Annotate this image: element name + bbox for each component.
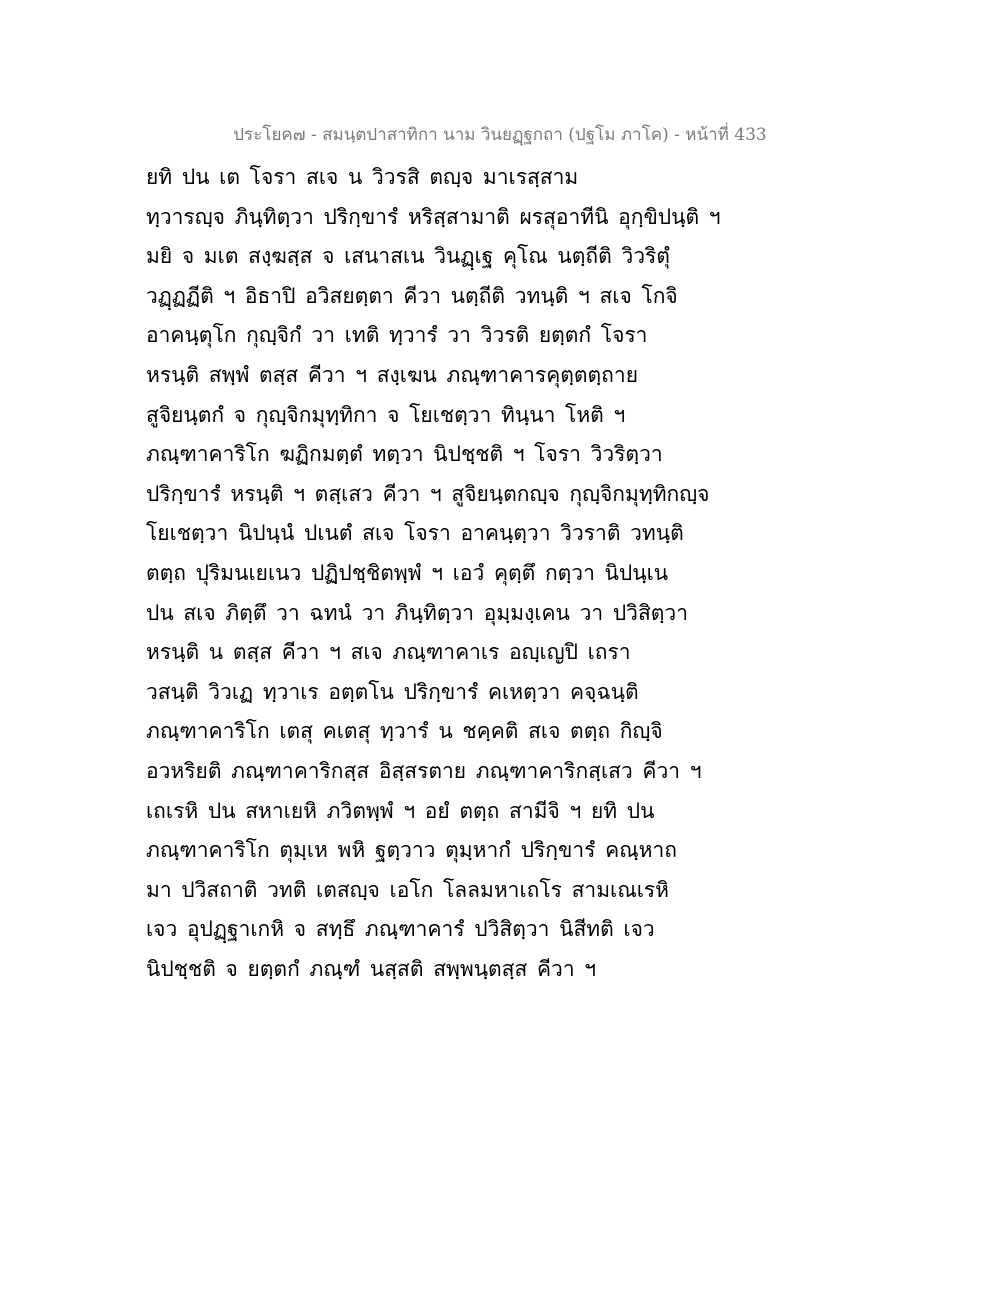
body-text: [146, 158, 866, 989]
text-line: ปน สเจ ภิตฺตึ วา ฉทนํ วา ภินฺทิตฺวา อุมฺมงฺเคน วา ปวิสิตฺวา: [146, 600, 688, 625]
text-line: ภณฺฑาคาริโก ตุมฺเห พหิ ฐตฺวาว ตุมฺหากํ ปริกฺขารํ คณฺหาถ: [146, 838, 677, 863]
text-line: มยิ จ มเต สงฺฆสฺส จ เสนาสเน วินฏฺเฐ คุโณ นตฺถีติ วิวริตุํ: [146, 244, 670, 269]
text-line: อวหริยติ ภณฺฑาคาริกสฺส อิสฺสรตาย ภณฺฑาคาริกสฺเสว คีวา ฯ: [146, 758, 702, 783]
text-line: วฏฺฏฏีติ ฯ อิธาปิ อวิสยตฺตา คีวา นตฺถีติ วทนฺติ ฯ สเจ โกจิ: [146, 283, 678, 308]
text-line: นิปชฺชติ จ ยตฺตกํ ภณฺฑํ นสฺสติ สพฺพนฺตสฺส คีวา ฯ: [146, 956, 597, 981]
text-line: หรนฺติ สพฺพํ ตสฺส คีวา ฯ สงฺเฆน ภณฺฑาคารคุตฺตตฺถาย: [146, 362, 638, 387]
text-line: ทฺวารญฺจ ภินฺทิตฺวา ปริกฺขารํ หริสฺสามาติ ผรสุอาทีนิ อุกฺขิปนฺติ ฯ: [146, 204, 721, 229]
text-line: วสนฺติ วิวเฏ ทฺวาเร อตฺตโน ปริกฺขารํ คเหตฺวา คจฺฉนฺติ: [146, 679, 639, 704]
text-line: โยเชตฺวา นิปนฺนํ ปเนตํ สเจ โจรา อาคนฺตฺวา วิวราติ วทนฺติ: [146, 521, 684, 546]
text-line: ตตฺถ ปุริมนเยเนว ปฏิปชฺชิตพฺพํ ฯ เอวํ คุตฺตึ กตฺวา นิปนฺเน: [146, 560, 669, 585]
text-line: มา ปวิสถาติ วทติ เตสญฺจ เอโก โลลมหาเถโร สามเณเรหิ: [146, 877, 670, 902]
text-line: เถเรหิ ปน สหาเยหิ ภวิตพฺพํ ฯ อยํ ตตฺถ สามีจิ ฯ ยทิ ปน: [146, 798, 655, 823]
text-line: ยทิ ปน เต โจรา สเจ น วิวรสิ ตญฺจ มาเรสฺสาม: [146, 165, 579, 189]
text-line: ภณฺฑาคาริโก ฆฏิกมตฺตํ ทตฺวา นิปชฺชติ ฯ โจรา วิวริตฺวา: [146, 442, 663, 467]
text-line: เจว อุปฏฺฐาเกหิ จ สทฺธึ ภณฺฑาคารํ ปวิสิตฺวา นิสีทติ เจว: [146, 917, 655, 942]
text-line: หรนฺติ น ตสฺส คีวา ฯ สเจ ภณฺฑาคาเร อญฺเญปิ เถรา: [146, 640, 631, 665]
text-line: ภณฺฑาคาริโก เตสุ คเตสุ ทฺวารํ น ชคฺคติ สเจ ตตฺถ กิญฺจิ: [146, 719, 663, 744]
text-line: อาคนฺตุโก กุญฺจิกํ วา เทติ ทฺวารํ วา วิวรติ ยตฺตกํ โจรา: [146, 323, 648, 348]
page-header: ประโยค๗ - สมนฺตปาสาทิกา นาม วินยฏฺฐกถา (ปฐโม ภาโค) - หน้าที่ 433: [233, 125, 767, 145]
text-line: สูจิยนฺตกํ จ กุญฺจิกมุทฺทิกา จ โยเชตฺวา ทินฺนา โหติ ฯ: [146, 402, 626, 427]
text-line: ปริกฺขารํ หรนฺติ ฯ ตสฺเสว คีวา ฯ สูจิยนฺตกญฺจ กุญฺจิกมุทฺทิกญฺจ: [146, 481, 710, 506]
